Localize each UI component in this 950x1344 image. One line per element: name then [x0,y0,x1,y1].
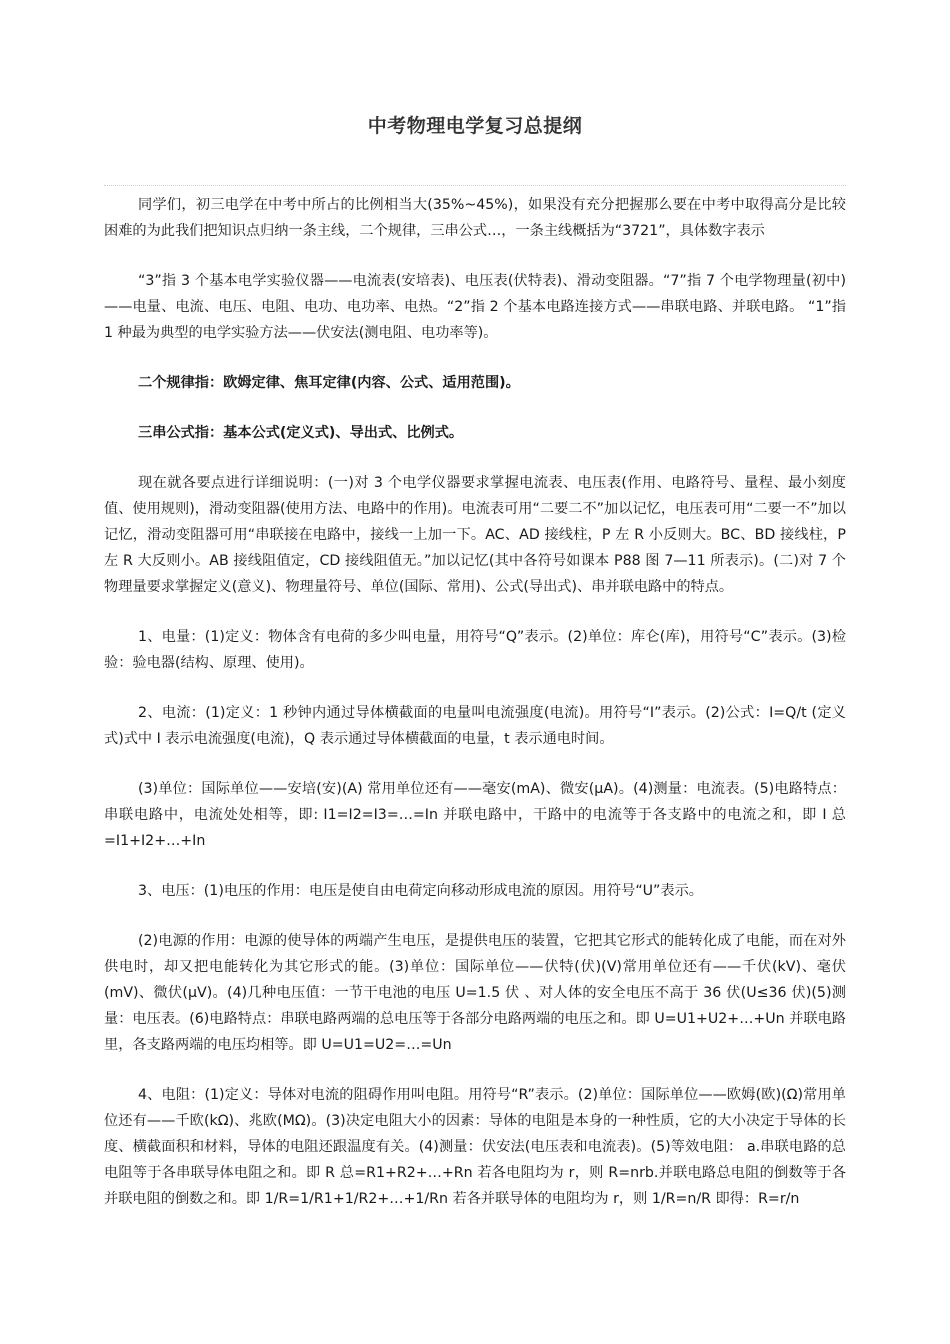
document-page [104,0,846,1212]
paragraph-resistance: 4、电阻：(1)定义：导体对电流的阻碍作用叫电阻。用符号“R”表示。(2)单位：国际单位——欧姆(欧)(Ω)常用单位还有——千欧(kΩ)、兆欧(MΩ)。(3)决定电阻大小的因素：导体的电阻是本身的一种性质，它的大小决定于导体的长度、横截面积和材料，导体的电阻还跟温度有关。(4)测量：伏安法(电压表和电流表)。(5)等效电阻： a.串联电路的总电阻等于各串联导体电阻之和。即 R 总=R1+R2+…+Rn 若各电阻均为 r，则 R=nrb.并联电路总电阻的倒数等于各并联电阻的倒数之和。即 1/R=1/R1+1/R2+…+1/Rn 若各并联导体的电阻均为 r，则 1/R=n/R 即得：R=r/n [104,1087,846,1207]
paragraph-instruments: 现在就各要点进行详细说明：(一)对 3 个电学仪器要求掌握电流表、电压表(作用、电路符号、量程、最小刻度值、使用规则)，滑动变阻器(使用方法、电路中的作用)。电流表可用“二要二不”加以记忆，电压表可用“二要一不”加以记忆，滑动变阻器可用“串联接在电路中，接线一上加一下。AC、AD 接线柱，P 左 R 小反则大。BC、BD 接线柱，P 左 R 大反则小。AB 接线阻值定，CD 接线阻值无。”加以记忆(其中各符号如课本 P88 图 7—11 所表示)。(二)对 7 个物理量要求掌握定义(意义)、物理量符号、单位(国际、常用)、公式(导出式)、串并联电路中的特点。 [104,475,846,595]
paragraph-current: 2、电流：(1)定义：1 秒钟内通过导体横截面的电量叫电流强度(电流)。用符号“I”表示。(2)公式：I=Q/t (定义式)式中 I 表示电流强度(电流)，Q 表示通过导体横截面的电量，t 表示通电时间。 [104,705,846,747]
title-divider [104,185,846,186]
paragraph-charge: 1、电量：(1)定义：物体含有电荷的多少叫电量，用符号“Q”表示。(2)单位：库仑(库)，用符号“C”表示。(3)检验：验电器(结构、原理、使用)。 [104,629,846,671]
paragraph-3721: “3”指 3 个基本电学实验仪器——电流表(安培表)、电压表(伏特表)、滑动变阻器。“7”指 7 个电学物理量(初中)——电量、电流、电压、电阻、电功、电功率、电热。“2”指 2 个基本电路连接方式——串联电路、并联电路。 “1”指 1 种最为典型的电学实验方法——伏安法(测电阻、电功率等)。 [104,273,846,341]
paragraph-power-source: (2)电源的作用：电源的使导体的两端产生电压，是提供电压的装置，它把其它形式的能转化成了电能，而在对外供电时，却又把电能转化为其它形式的能。(3)单位：国际单位——伏特(伏)(V)常用单位还有——千伏(kV)、毫伏(mV)、微伏(μV)。(4)几种电压值：一节干电池的电压 U=1.5 伏 、对人体的安全电压不高于 36 伏(U≤36 伏)(5)测量：电压表。(6)电路特点：串联电路两端的总电压等于各部分电路两端的电压之和。即 U=U1+U2+…+Un 并联电路里，各支路两端的电压均相等。即 U=U1=U2=…=Un [104,933,846,1053]
paragraph-intro: 同学们，初三电学在中考中所占的比例相当大(35%~45%)，如果没有充分把握那么要在中考中取得高分是比较困难的为此我们把知识点归纳一条主线，二个规律，三串公式…，一条主线概括为“3721”，具体数字表示 [104,197,846,239]
paragraph-three-formulas: 三串公式指：基本公式(定义式)、导出式、比例式。 [138,425,464,441]
paragraph-two-laws: 二个规律指：欧姆定律、焦耳定律(内容、公式、适用范围)。 [138,375,520,391]
paragraph-current-units: (3)单位：国际单位——安培(安)(A) 常用单位还有——毫安(mA)、微安(μA)。(4)测量：电流表。(5)电路特点： 串联电路中，电流处处相等，即: I1=I2=I3=…=In 并联电路中，干路中的电流等于各支路中的电流之和，即 I 总=I1+I2+…+In [104,781,846,849]
document-title: 中考物理电学复习总提纲 [367,115,583,137]
paragraph-voltage: 3、电压：(1)电压的作用：电压是使自由电荷定向移动形成电流的原因。用符号“U”表示。 [138,883,703,899]
